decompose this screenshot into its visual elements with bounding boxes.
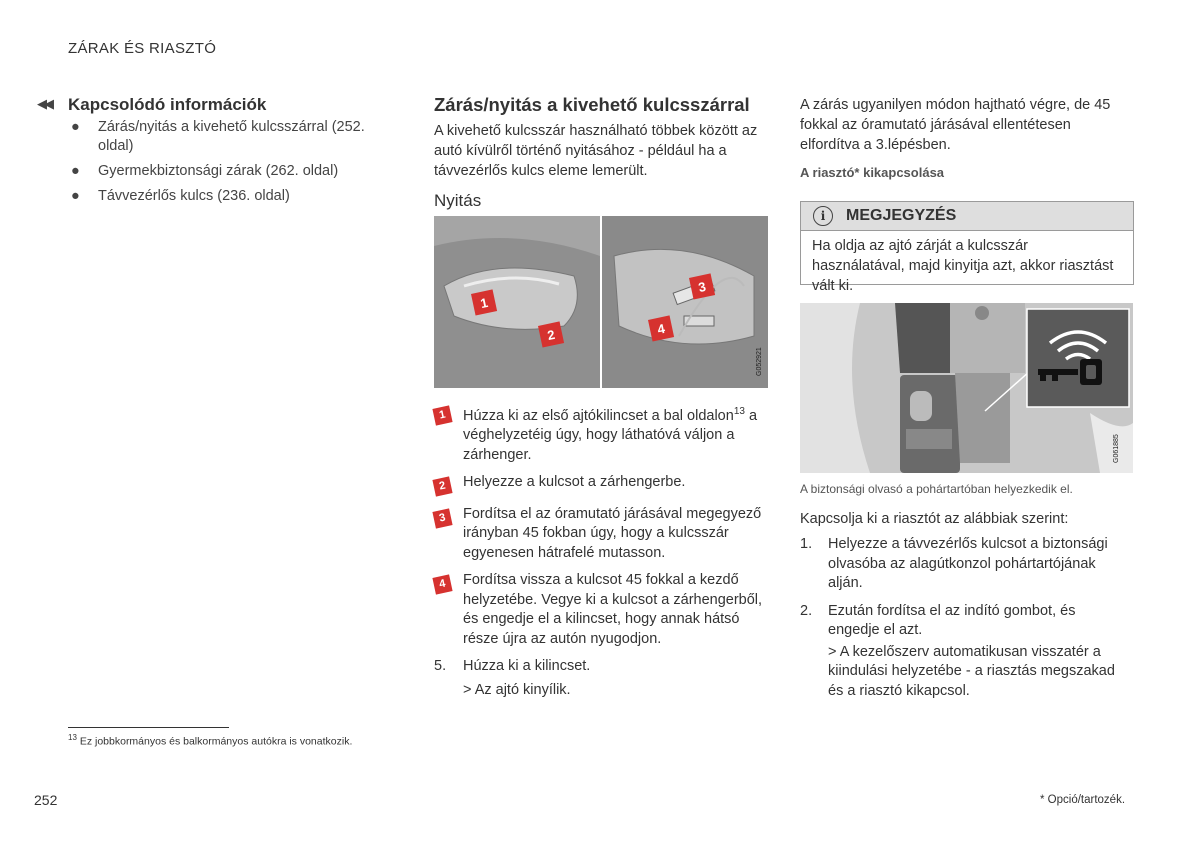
step-item: 4 Fordítsa vissza a kulcsot 45 fokkal a kezdő helyzetébe. Vegye ki a kulcsot a zárhengerből, és engedje el a kilincset, hogy annak hátsó része újra az autón nyugodjon.: [434, 571, 769, 649]
door-handle-illustration: [434, 216, 768, 388]
related-links-list: [68, 118, 368, 212]
section-intro: A kivehető kulcsszár használható többek között az autó kívülről történő nyitásához - például ha a távvezérlős kulcs eleme lemerült.: [434, 123, 758, 179]
door-handle-drawing: [434, 216, 768, 388]
section-title: Zárás/nyitás a kivehető kulcsszárral: [434, 94, 750, 115]
note-text: Ha oldja az ajtó zárját a kulcsszár használatával, majd kinyitja azt, akkor riasztást vált ki.: [812, 238, 1114, 294]
note-label: MEGJEGYZÉS: [846, 207, 957, 224]
svg-text:1: 1: [479, 294, 490, 312]
steps-list: [434, 402, 769, 700]
image-code: G052921: [756, 347, 763, 376]
step-item: 3 Fordítsa el az óramutató járásával megegyező irányban 45 fokban úgy, hogy a kulcsszár egyenesen hátrafelé mutasson.: [434, 505, 769, 564]
step-badge: 2: [432, 477, 452, 497]
related-info-title: Kapcsolódó információk: [68, 95, 267, 114]
subsection-title: Nyitás: [434, 191, 482, 210]
step-1-marker: [471, 289, 497, 315]
note-box: [800, 201, 1134, 294]
closing-note: A zárás ugyanilyen módon hajtható végre, de 45 fokkal az óramutató járásával ellentétesen elfordítva a 3.lépésben.: [800, 97, 1111, 153]
alarm-section-title: A riasztó* kikapcsolása: [800, 165, 945, 180]
image-code: G061885: [1113, 434, 1120, 463]
step-badge: 3: [432, 508, 452, 528]
optional-accessory-note: * Opció/tartozék.: [1040, 794, 1126, 806]
svg-text:3: 3: [697, 278, 708, 296]
step-3-marker: [689, 273, 715, 299]
svg-text:4: 4: [656, 320, 667, 338]
page-header: ZÁRAK ÉS RIASZTÓ: [68, 40, 217, 57]
note-header: [801, 202, 1133, 231]
step-4-marker: [648, 315, 674, 341]
cup-holder-reader-illustration: [800, 303, 1133, 473]
step-result: > A kezelőszerv automatikusan visszatér a kiindulási helyzetébe - a riasztás megszakad és a riasztó kikapcsol.: [828, 643, 1115, 699]
image-caption: A biztonsági olvasó a pohártartóban helyezkedik el.: [800, 482, 1073, 496]
step-badge: 1: [432, 405, 452, 425]
step-item: 1 Húzza ki az első ajtókilincset a bal oldalon$^{13}$ a véghelyzetéig úgy, hogy láthatóvá váljon a zárhenger.: [434, 402, 769, 465]
step-2-marker: [538, 321, 564, 347]
instruction-text: Kapcsolja ki a riasztót az alábbiak szerint:: [800, 511, 1069, 527]
step-number: 5.: [434, 658, 447, 675]
footnote: $^{13}$ Ez jobbkormányos és balkormányos autókra is vonatkozik.: [68, 733, 353, 748]
back-arrows-icon[interactable]: ◀◀: [37, 96, 51, 111]
info-icon: i: [813, 206, 833, 226]
related-link[interactable]: ● Gyermekbiztonsági zárak (262. oldal): [71, 163, 339, 179]
step-badge: 4: [432, 575, 452, 595]
step-number: 2.: [800, 602, 813, 619]
related-link[interactable]: ● Zárás/nyitás a kivehető kulcsszárral (252. oldal): [71, 119, 365, 154]
step-item: 2 Helyezze a kulcsot a zárhengerbe.: [434, 473, 769, 493]
page-number: 252: [34, 792, 58, 808]
step-number: 1.: [800, 536, 813, 552]
step-item: 5. Húzza ki a kilincset.: [434, 657, 769, 677]
step-item: 2. Ezután fordítsa el az indító gombot, és engedje el azt.: [800, 602, 1076, 638]
step-result: > Az ajtó kinyílik.: [463, 681, 571, 698]
alarm-steps-list: [800, 535, 1130, 701]
svg-text:2: 2: [546, 326, 557, 344]
footnote-divider: [68, 727, 229, 728]
step-item: 1. Helyezze a távvezérlős kulcsot a biztonsági olvasóba az alagútkonzol pohártartójának alján.: [800, 536, 1108, 591]
console-drawing: [800, 303, 1133, 473]
related-link[interactable]: ● Távvezérlős kulcs (236. oldal): [71, 188, 290, 204]
